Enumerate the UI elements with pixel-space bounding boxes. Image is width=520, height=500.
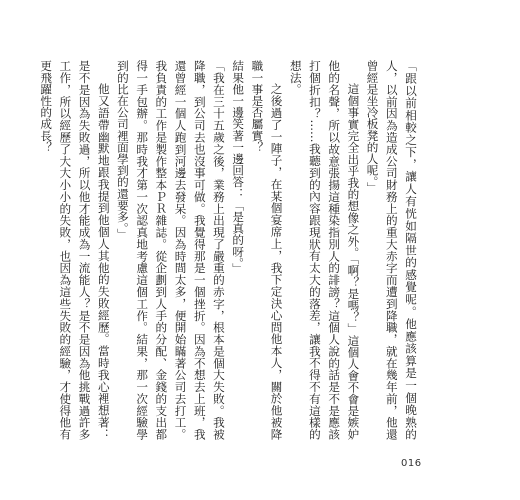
paragraph-reflection: 他又語帶幽默地跟我提到他個人其他的失敗經歷。當時我心裡想著：是不是因為失敗過，所以他才能成為一流能人？是不是因為他挑戰過許多工作，所以經歷了大大小小的失敗，也因為這些失敗的經驗，才使得他有更飛躍性的成長？	[39, 60, 111, 440]
vertical-text-block	[39, 60, 420, 440]
paragraph-story: 「我在三十五歲之後，業務上出現了嚴重的赤字，根本是個大失敗。我被降職，到公司去也沒事可做。我覺得那是一個挫折。因為不想去上班，我還曾經一個人跑到河邊去發呆。因為時間太多，便開始瞞著公司去打工。我負責的工作是製作整本ＰＲ雜誌。從企劃到人手的分配、金錢的支出都得一手包辦。那時我才第一次認真地考慮這個工作。結果，那一次經驗學到的比在公司裡面學到的還要多。」	[115, 60, 226, 440]
page-number: 016	[401, 458, 422, 469]
paragraph-answer: 結果他一邊笑著一邊回答：「是真的呀。」	[231, 60, 246, 275]
paragraph-reaction: 這個事實完全出乎我的想像之外。「啊？是嗎？」這個人會不會是嫉妒他的名聲，所以故意張揚這種染指別人的誹謗？這個人說的話是不是應該打個折扣？……我聽到的內容跟現狀有太大的落差，讓我不得不有這樣的想法。	[288, 60, 361, 440]
paragraph-banquet: 之後過了一陣子，在某個宴席上，我下定決心問他本人，關於他被降職一事是否屬實？	[250, 60, 284, 440]
paragraph-quote-opening: 「跟以前相較之下，讓人有恍如隔世的感覺呢。他應該算是一個晚熟的人，以前因為造成公司財務上的重大赤字而遭到降職，就在幾年前，他還曾經是坐冷板凳的人呢。」	[365, 60, 418, 440]
